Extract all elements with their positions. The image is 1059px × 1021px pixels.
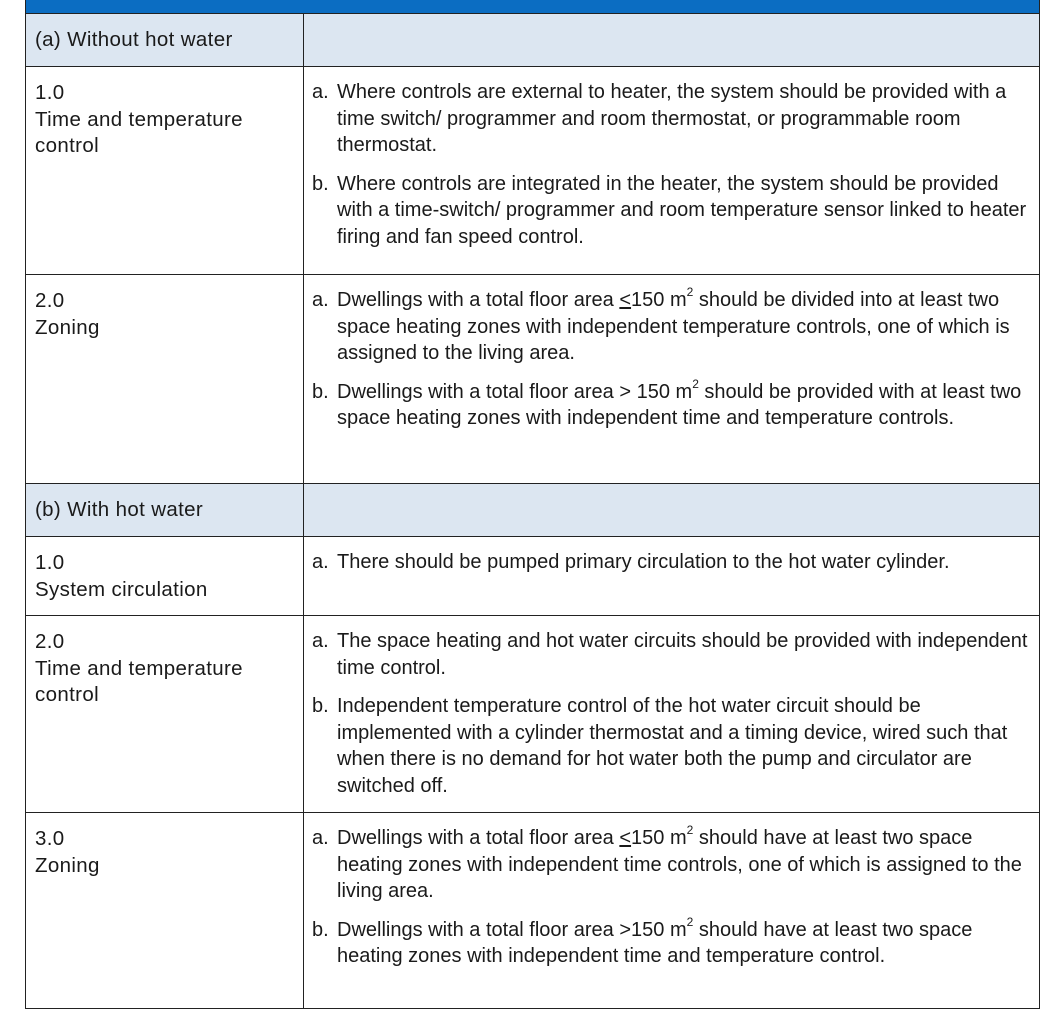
list-item: b. Dwellings with a total floor area > 150 $m^2$ should be provided with at least two space heating zones with independent time and temperature controls. — [312, 376, 1022, 429]
table-row — [26, 275, 1039, 484]
section-title: (a) Without hot water — [26, 14, 304, 66]
heating-controls-table — [25, 0, 1040, 1009]
list-item: a. Dwellings with a total floor area <150 $m^2$ should have at least two space heating zones with independent time controls, one of which is assigned to the living area. — [312, 823, 1022, 902]
section-header-without-hot-water — [26, 14, 1039, 67]
row-label: Zoning — [35, 853, 100, 877]
table-header-bar — [26, 0, 1039, 14]
table-row — [26, 813, 1039, 1008]
list-item: a. There should be pumped primary circulation to the hot water cylinder. — [312, 551, 950, 573]
section-title: (b) With hot water — [26, 484, 304, 536]
row-number: 1.0 — [35, 551, 65, 574]
list-item: b. Dwellings with a total floor area >150 $m^2$ should have at least two space heating zones with independent time and temperature control. — [312, 914, 973, 967]
list-item: a. Dwellings with a total floor area <150 $m^2$ should be divided into at least two space heating zones with independent temperature controls, one of which is assigned to the living area. — [312, 285, 1010, 364]
row-number: 3.0 — [35, 827, 65, 850]
row-label: System circulation — [35, 577, 208, 601]
table-row — [26, 616, 1039, 813]
list-item: b. Independent temperature control of the hot water circuit should be implemented with a cylinder thermostat and a timing device, wired such that when there is no demand for hot water both the pump and circulator are switched off. — [312, 695, 1008, 797]
list-item: b. Where controls are integrated in the heater, the system should be provided with a time-switch/ programmer and room temperature sensor linked to heater firing and fan speed control. — [312, 172, 1027, 248]
list-item: a. The space heating and hot water circuits should be provided with independent time control. — [312, 630, 1028, 679]
row-number: 2.0 — [35, 630, 65, 653]
row-label: Time and temperature control — [35, 656, 243, 706]
section-header-with-hot-water — [26, 484, 1039, 537]
list-item: a. Where controls are external to heater, the system should be provided with a time switch/ programmer and room thermostat, or programmable room thermostat. — [312, 81, 1007, 156]
row-number: 1.0 — [35, 81, 65, 104]
row-label: Time and temperature control — [35, 107, 243, 157]
row-label: Zoning — [35, 315, 100, 339]
table-row — [26, 67, 1039, 275]
table-row — [26, 537, 1039, 616]
row-number: 2.0 — [35, 289, 65, 312]
